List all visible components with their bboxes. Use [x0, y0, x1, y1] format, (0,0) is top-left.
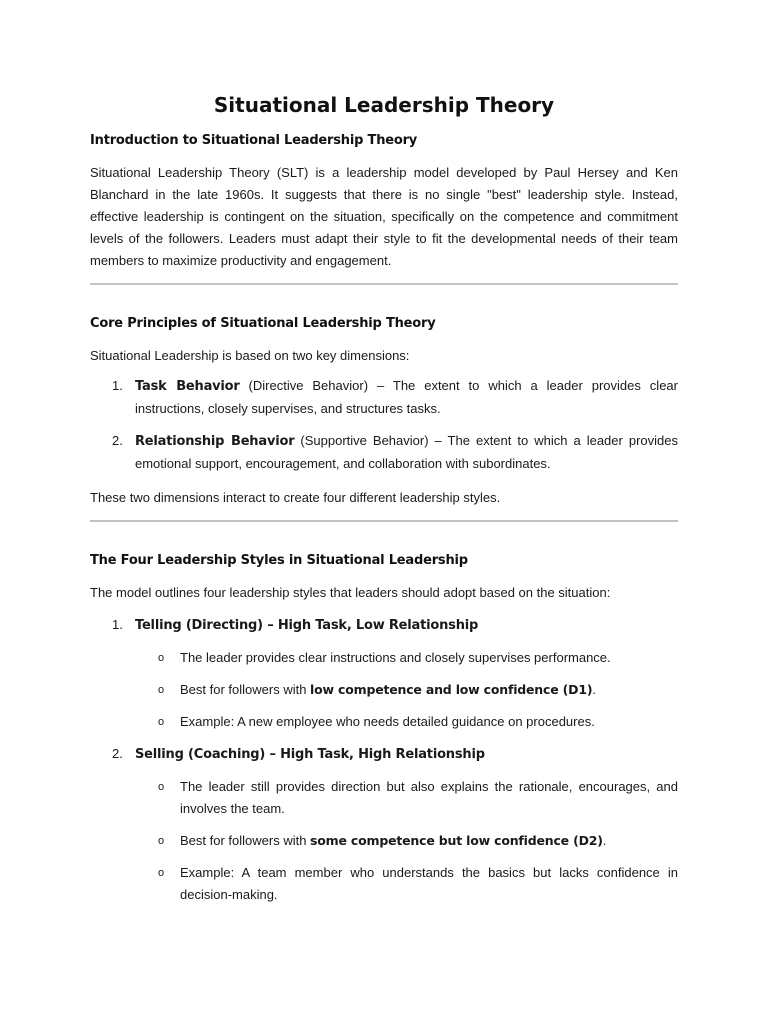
style-points-list [135, 776, 678, 906]
point-emphasis: low competence and low confidence (D1) [310, 682, 593, 697]
list-item [135, 711, 678, 733]
point-text: Best for followers with [180, 833, 311, 848]
list-item [90, 743, 678, 906]
core-heading: Core Principles of Situational Leadership Theory [90, 316, 436, 331]
bullet-marker: o [158, 684, 165, 696]
list-item [135, 830, 678, 852]
style-points-list [135, 647, 678, 733]
styles-lead-paragraph: The model outlines four leadership styles that leaders should adopt based on the situation: [90, 585, 611, 600]
dimension-term: Task Behavior [135, 379, 240, 394]
core-dimensions-list [90, 375, 678, 475]
list-number: 1. [112, 378, 123, 393]
bullet-marker: o [158, 652, 165, 664]
list-item [135, 776, 678, 820]
list-item [90, 430, 678, 475]
point-text: . [592, 682, 596, 697]
section-divider [90, 283, 678, 285]
bullet-marker: o [158, 867, 165, 879]
point-text: Example: A new employee who needs detailed guidance on procedures. [180, 714, 595, 729]
list-item [135, 647, 678, 669]
intro-heading: Introduction to Situational Leadership Theory [90, 133, 418, 148]
point-text: . [602, 833, 607, 848]
dimension-term: Relationship Behavior [135, 434, 295, 449]
point-emphasis: some competence but low confidence (D2) [310, 833, 603, 848]
style-title: Telling (Directing) – High Task, Low Relationship [135, 618, 479, 633]
leadership-styles-list [90, 614, 678, 906]
list-item [135, 679, 678, 701]
document-title: Situational Leadership Theory [213, 93, 555, 117]
section-divider [90, 520, 678, 522]
list-number: 2. [112, 746, 123, 761]
styles-heading: The Four Leadership Styles in Situational Leadership [90, 553, 468, 568]
intro-paragraph: Situational Leadership Theory (SLT) is a leadership model developed by Paul Hersey and Ken Blanchard in the late 1960s. It suggests that there is no single "best" leadership style. Instead, effective leadership is contingent on the situation, specifically on the competence and commitment levels of the followers. Leaders must adapt their style to fit the developmental needs of their team members to maximize productivity and engagement. [90, 165, 678, 268]
list-number: 1. [112, 617, 123, 632]
dimension-description: (Supportive Behavior) – The extent to which a leader provides emotional support, encouragement, and collaboration with subordinates. [135, 433, 678, 471]
point-text: Best for followers with [180, 682, 311, 697]
list-item [135, 862, 678, 906]
point-text: The leader provides clear instructions and closely supervises performance. [180, 650, 611, 665]
bullet-marker: o [158, 716, 165, 728]
style-title: Selling (Coaching) – High Task, High Relationship [135, 747, 485, 762]
point-text: The leader still provides direction but also explains the rationale, encourages, and involves the team. [180, 779, 678, 816]
core-lead-paragraph: Situational Leadership is based on two key dimensions: [90, 348, 410, 363]
dimension-description: (Directive Behavior) – The extent to which a leader provides clear instructions, closely supervises, and structures tasks. [135, 378, 678, 416]
list-number: 2. [112, 433, 123, 448]
point-text: Example: A team member who understands the basics but lacks confidence in decision-making. [180, 865, 678, 902]
list-item [90, 614, 678, 733]
core-closing-paragraph: These two dimensions interact to create four different leadership styles. [90, 490, 501, 505]
bullet-marker: o [158, 835, 165, 847]
bullet-marker: o [158, 781, 165, 793]
list-item [90, 375, 678, 420]
